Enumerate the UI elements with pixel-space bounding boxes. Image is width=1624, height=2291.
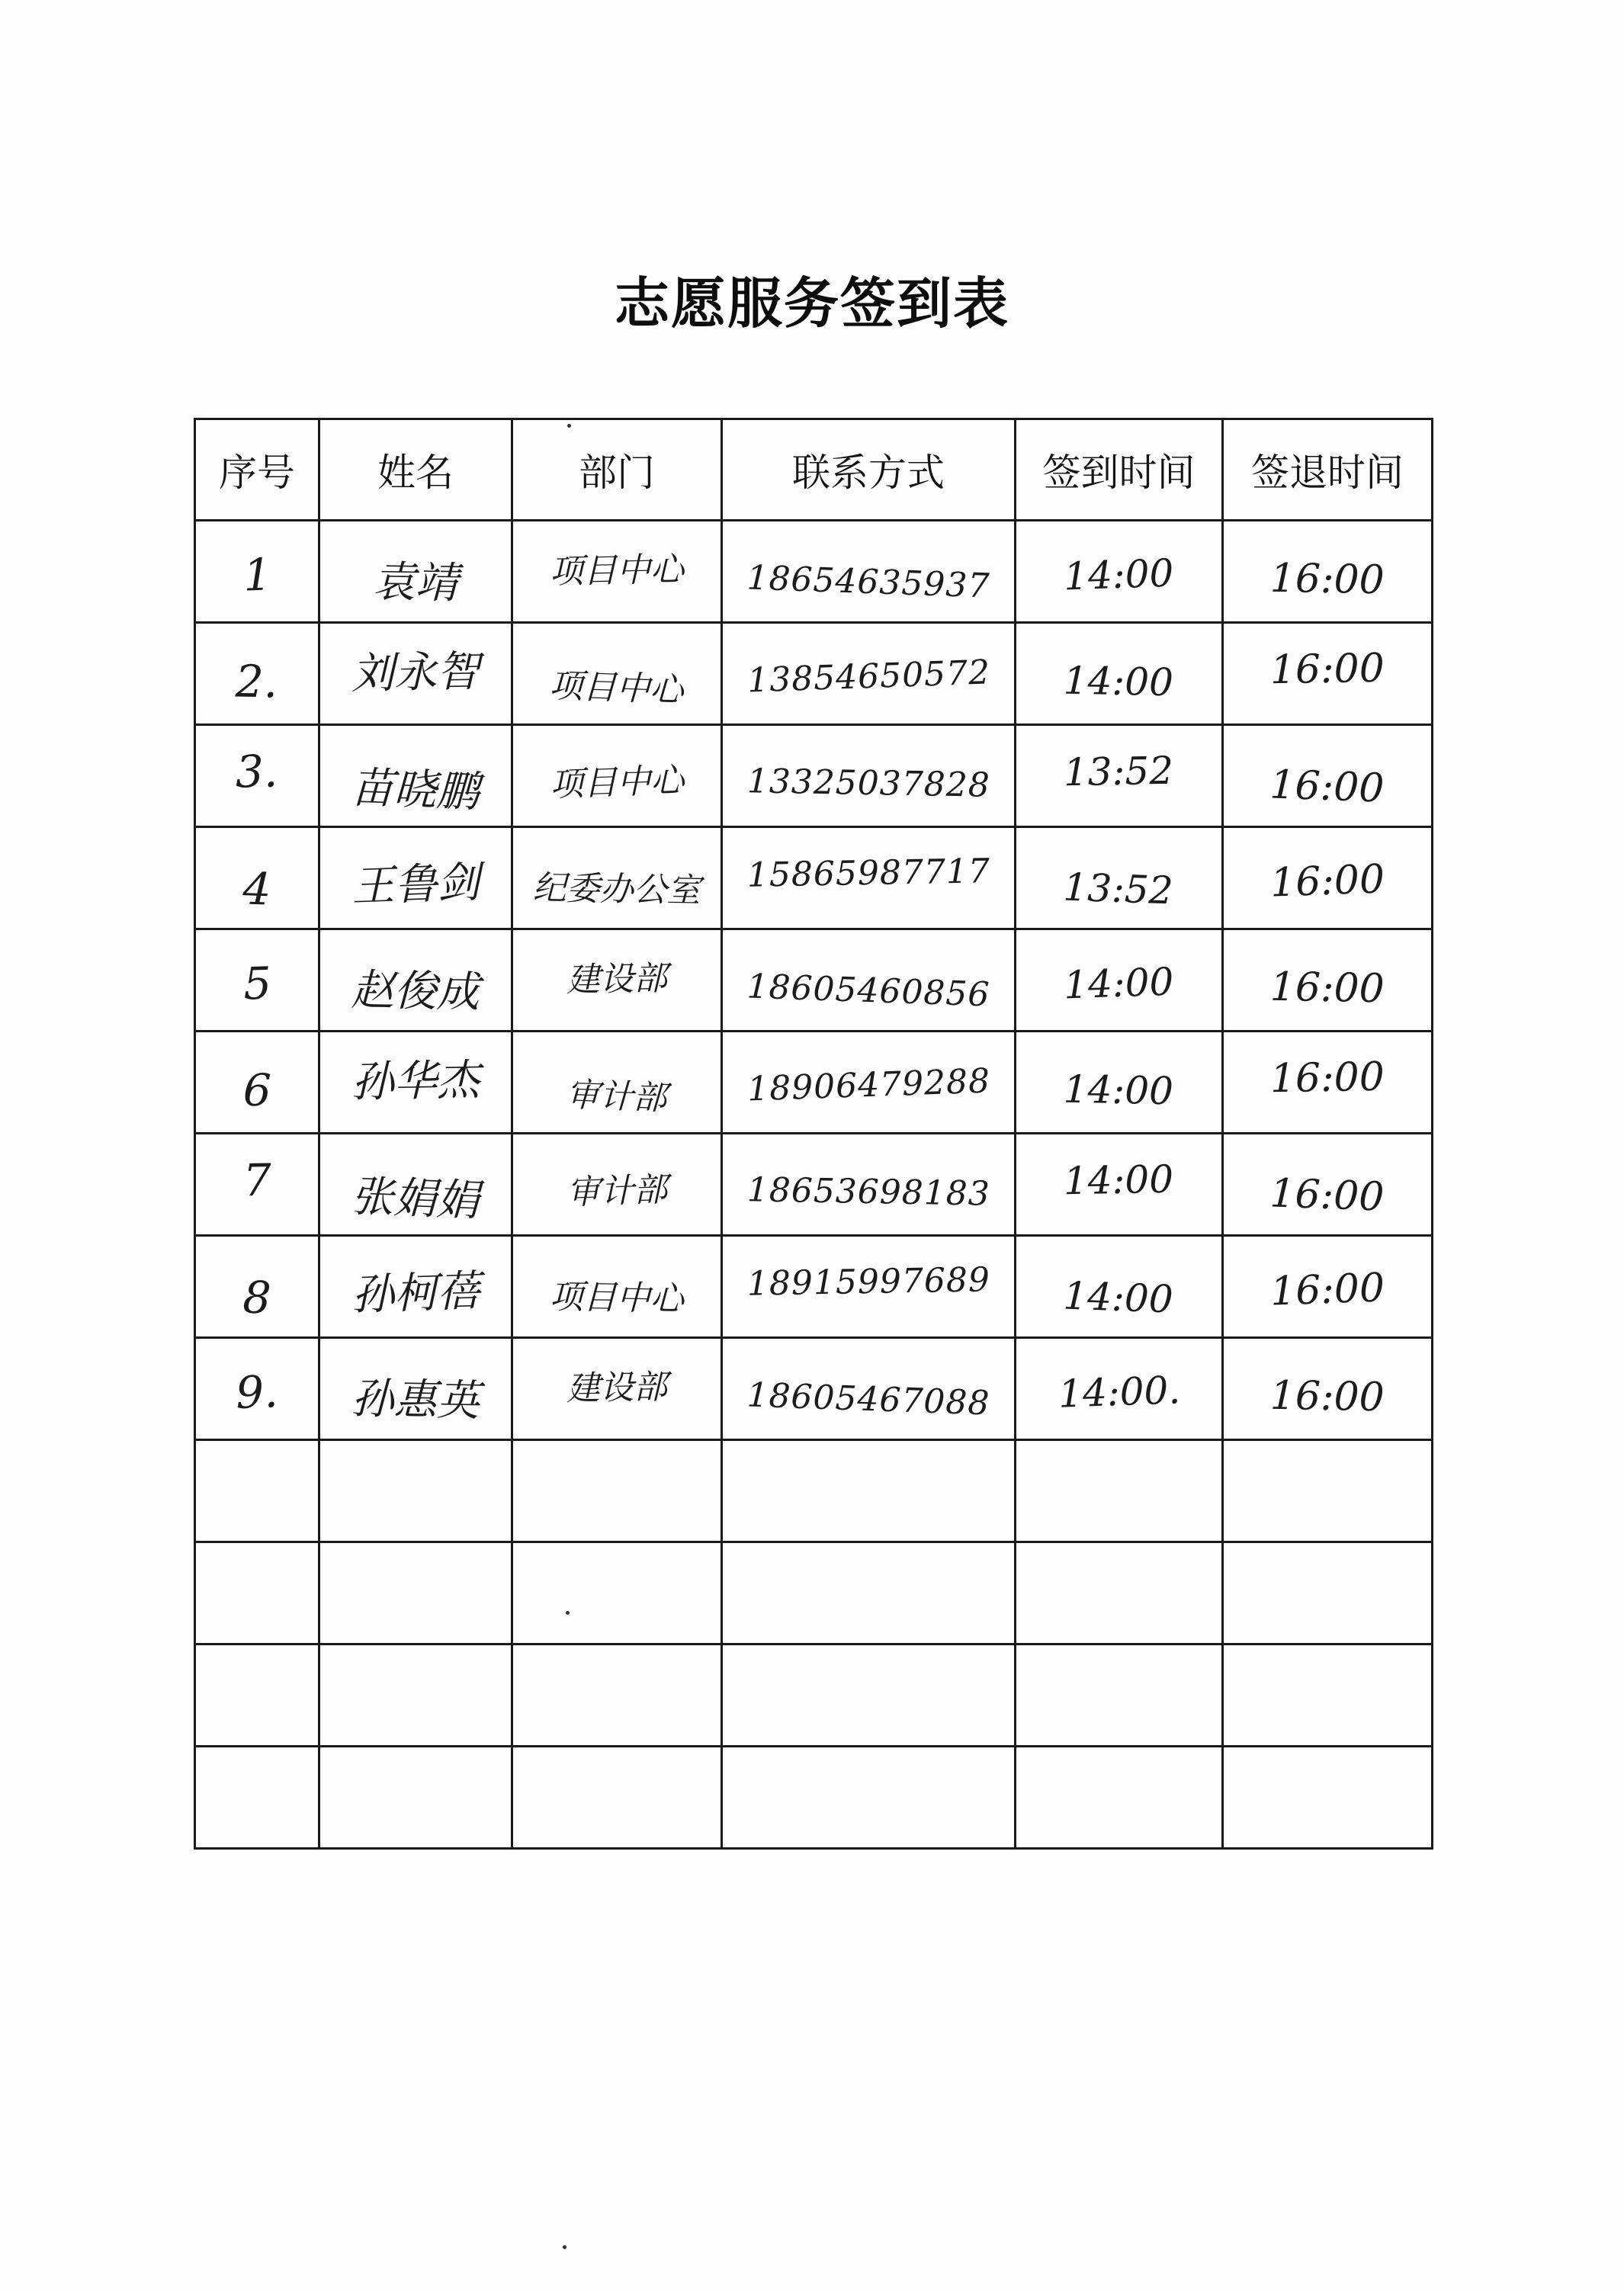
row-sign-in-time: 14:00 — [1063, 550, 1175, 598]
row-phone: 18605467088 — [746, 1375, 990, 1423]
table-row — [195, 521, 1433, 623]
row-name: 王鲁剑 — [351, 857, 481, 912]
table-cell — [722, 1338, 1016, 1440]
table-cell — [722, 725, 1016, 827]
table-cell — [1223, 827, 1433, 929]
table-cell — [195, 1134, 319, 1236]
row-phone: 15865987717 — [746, 852, 990, 895]
table-cell — [1016, 725, 1223, 827]
table-cell — [1016, 1542, 1223, 1644]
row-department: 项目中心 — [549, 549, 685, 592]
row-sign-in-time: 14:00 — [1063, 1067, 1174, 1113]
table-row — [195, 1440, 1433, 1542]
table-cell — [722, 521, 1016, 623]
row-phone: 13325037828 — [746, 762, 990, 805]
table-header-row — [195, 419, 1433, 521]
row-sign-out-time: 16:00 — [1269, 555, 1385, 603]
table-row — [195, 1644, 1433, 1747]
table-cell — [1016, 623, 1223, 725]
row-name: 张娟娟 — [350, 1171, 480, 1226]
table-cell — [1016, 1747, 1223, 1849]
table-cell — [1223, 1338, 1433, 1440]
table-row — [195, 1236, 1433, 1338]
row-phone: 18654635937 — [746, 558, 990, 606]
table-cell — [195, 1440, 319, 1542]
table-cell — [512, 1236, 722, 1338]
table-cell — [195, 725, 319, 827]
table-cell — [195, 1236, 319, 1338]
table-cell — [195, 1032, 319, 1134]
sign-in-table — [194, 418, 1433, 1850]
row-number: 4 — [241, 862, 272, 916]
row-sign-out-time: 16:00 — [1269, 1372, 1385, 1420]
table-cell — [1223, 725, 1433, 827]
table-cell — [722, 1236, 1016, 1338]
table-cell — [1016, 1440, 1223, 1542]
row-phone: 13854650572 — [746, 653, 991, 701]
table-cell — [1016, 827, 1223, 929]
row-name: 赵俊成 — [351, 965, 480, 1017]
table-cell — [722, 623, 1016, 725]
table-cell — [512, 1440, 722, 1542]
table-cell — [722, 929, 1016, 1032]
table-row — [195, 1338, 1433, 1440]
table-cell — [722, 1440, 1016, 1542]
row-department: 建设部 — [566, 1367, 668, 1408]
row-sign-in-time: 14:00 — [1063, 959, 1175, 1007]
table-cell — [1016, 1644, 1223, 1747]
row-number: 8 — [241, 1270, 272, 1324]
table-cell — [1016, 929, 1223, 1032]
table-cell — [722, 1134, 1016, 1236]
row-phone: 18605460856 — [746, 967, 990, 1015]
table-cell — [319, 827, 512, 929]
table-row — [195, 1032, 1433, 1134]
scan-speck — [567, 424, 571, 428]
document-title: 志愿服务签到表 — [614, 271, 1009, 335]
row-sign-in-time: 13:52 — [1063, 748, 1174, 794]
table-cell — [195, 1747, 319, 1849]
row-number: 3. — [235, 745, 279, 797]
table-row — [195, 1542, 1433, 1644]
table-cell — [1223, 1747, 1433, 1849]
table-cell — [195, 929, 319, 1032]
table-cell — [319, 1747, 512, 1849]
table-cell — [319, 1644, 512, 1747]
table-cell — [319, 1542, 512, 1644]
table-cell — [319, 1236, 512, 1338]
table-cell — [1016, 1338, 1223, 1440]
table-cell — [1016, 1134, 1223, 1236]
table-cell — [319, 1338, 512, 1440]
table-cell — [512, 1542, 722, 1644]
row-department: 项目中心 — [548, 666, 685, 710]
row-name: 刘永智 — [351, 647, 480, 698]
table-cell — [195, 521, 319, 623]
table-cell — [1223, 1440, 1433, 1542]
row-number: 6 — [242, 1064, 271, 1116]
header-cell: 序号 — [195, 419, 319, 521]
row-name: 袁靖 — [372, 557, 459, 608]
table-cell — [1223, 1236, 1433, 1338]
table-cell — [319, 521, 512, 623]
table-cell — [319, 1440, 512, 1542]
table-cell — [512, 929, 722, 1032]
table-row — [195, 929, 1433, 1032]
row-sign-out-time: 16:00 — [1269, 1264, 1386, 1315]
header-cell: 部门 — [512, 419, 722, 521]
table-cell — [512, 1747, 722, 1849]
table-cell — [1223, 1134, 1433, 1236]
table-cell — [195, 827, 319, 929]
row-sign-out-time: 16:00 — [1269, 645, 1385, 693]
header-cell: 姓名 — [319, 419, 512, 521]
row-sign-out-time: 16:00 — [1269, 761, 1385, 812]
table-cell — [1223, 1644, 1433, 1747]
table-cell — [319, 929, 512, 1032]
table-cell — [1223, 623, 1433, 725]
row-sign-in-time: 14:00 — [1063, 1157, 1174, 1203]
row-name: 苗晓鹏 — [350, 762, 480, 817]
scan-speck — [563, 2245, 566, 2249]
table-cell — [512, 827, 722, 929]
table-cell — [195, 623, 319, 725]
scan-speck — [566, 1611, 570, 1615]
row-number: 5 — [242, 956, 272, 1010]
table-cell — [1016, 1032, 1223, 1134]
table-cell — [1223, 1032, 1433, 1134]
table-cell — [512, 725, 722, 827]
row-sign-in-time: 14:00 — [1063, 658, 1174, 704]
row-number: 7 — [242, 1154, 271, 1206]
row-phone: 18915997689 — [746, 1260, 990, 1304]
table-cell — [1223, 929, 1433, 1032]
table-cell — [722, 1644, 1016, 1747]
row-name: 孙惠英 — [351, 1374, 480, 1426]
table-cell — [1016, 521, 1223, 623]
row-department: 项目中心 — [549, 1276, 685, 1319]
row-sign-out-time: 16:00 — [1269, 1054, 1385, 1102]
table-cell — [195, 1542, 319, 1644]
row-department: 项目中心 — [549, 760, 685, 804]
row-sign-in-time: 14:00 — [1062, 1272, 1175, 1321]
header-cell: 签到时间 — [1016, 419, 1223, 521]
row-number: 2. — [235, 655, 279, 708]
table-cell — [512, 521, 722, 623]
table-cell — [319, 725, 512, 827]
row-name: 孙柯蓓 — [351, 1266, 481, 1320]
table-cell — [1223, 1542, 1433, 1644]
row-department: 纪委办公室 — [532, 868, 701, 910]
header-cell: 联系方式 — [722, 419, 1016, 521]
row-department: 审计部 — [565, 1075, 668, 1118]
row-sign-out-time: 16:00 — [1269, 855, 1386, 906]
table-row — [195, 1747, 1433, 1849]
table-row — [195, 1134, 1433, 1236]
table-cell — [319, 1134, 512, 1236]
table-cell — [195, 1644, 319, 1747]
table-cell — [722, 827, 1016, 929]
row-number: 9. — [235, 1365, 279, 1419]
table-cell — [512, 1032, 722, 1134]
table-cell — [722, 1542, 1016, 1644]
table-cell — [512, 1134, 722, 1236]
table-cell — [512, 623, 722, 725]
row-number: 1 — [242, 547, 272, 602]
table-cell — [1016, 1236, 1223, 1338]
row-sign-in-time: 14:00. — [1057, 1367, 1181, 1417]
header-cell: 签退时间 — [1223, 419, 1433, 521]
table-cell — [1223, 521, 1433, 623]
table-cell — [512, 1338, 722, 1440]
row-sign-out-time: 16:00 — [1269, 1170, 1385, 1221]
table-row — [195, 725, 1433, 827]
table-cell — [319, 1032, 512, 1134]
table-row — [195, 827, 1433, 929]
table-cell — [319, 623, 512, 725]
row-department: 建设部 — [566, 958, 668, 1000]
row-name: 孙华杰 — [351, 1055, 480, 1107]
table-cell — [722, 1032, 1016, 1134]
table-cell — [512, 1644, 722, 1747]
row-department: 审计部 — [566, 1170, 669, 1212]
table-row — [195, 623, 1433, 725]
row-sign-in-time: 13:52 — [1062, 864, 1175, 913]
table-cell — [722, 1747, 1016, 1849]
row-sign-out-time: 16:00 — [1269, 964, 1385, 1012]
table-cell — [195, 1338, 319, 1440]
row-phone: 18653698183 — [746, 1170, 990, 1214]
row-phone: 18906479288 — [746, 1061, 991, 1109]
